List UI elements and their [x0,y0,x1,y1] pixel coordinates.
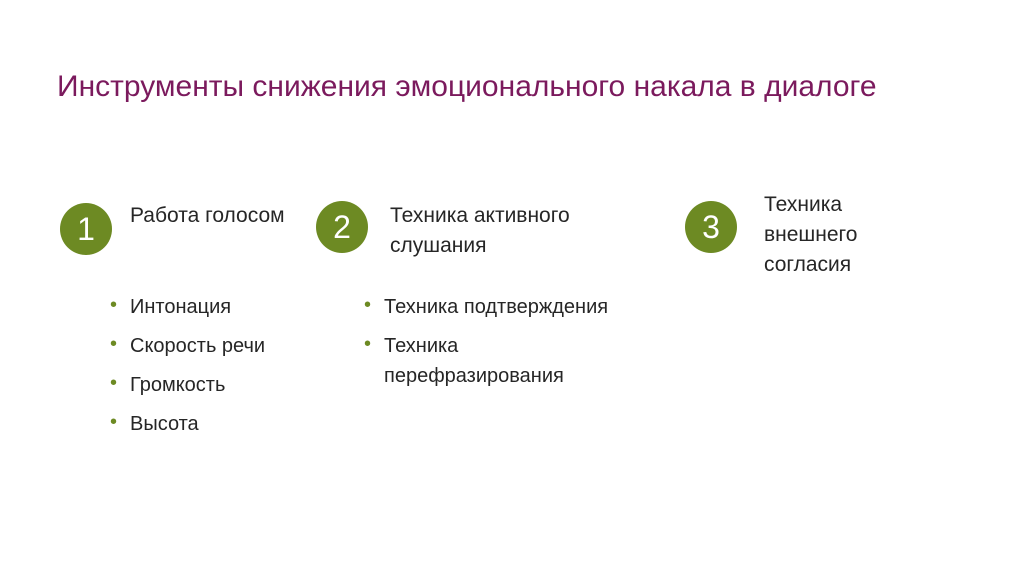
bullet-icon: • [110,294,118,316]
bullet-icon: • [364,294,372,316]
number-badge-3: 3 [685,201,737,253]
bullet-icon: • [364,333,372,355]
list-item: • Высота [110,411,199,435]
list-item: • Техника подтверждения [364,294,609,318]
bullet-icon: • [110,411,118,433]
list-item: • Скорость речи [110,333,266,357]
bullet-list-voice [110,292,350,448]
bullet-icon: • [110,333,118,355]
list-item: • Громкость [110,372,226,396]
slide-title: Инструменты снижения эмоционального накала в диалоге [57,70,877,103]
column-heading-external-agreement: Техника внешнего согласия [764,193,858,276]
number-badge-2: 2 [316,201,368,253]
bullet-list-active-listening [364,292,684,400]
bullet-icon: • [110,372,118,394]
column-heading-active-listening: Техника активного слушания [390,204,570,257]
column-heading-voice: Работа голосом [130,204,285,227]
list-item: • Интонация [110,294,232,318]
number-badge-1: 1 [60,203,112,255]
list-item: • Техника перефразирования [364,333,564,387]
